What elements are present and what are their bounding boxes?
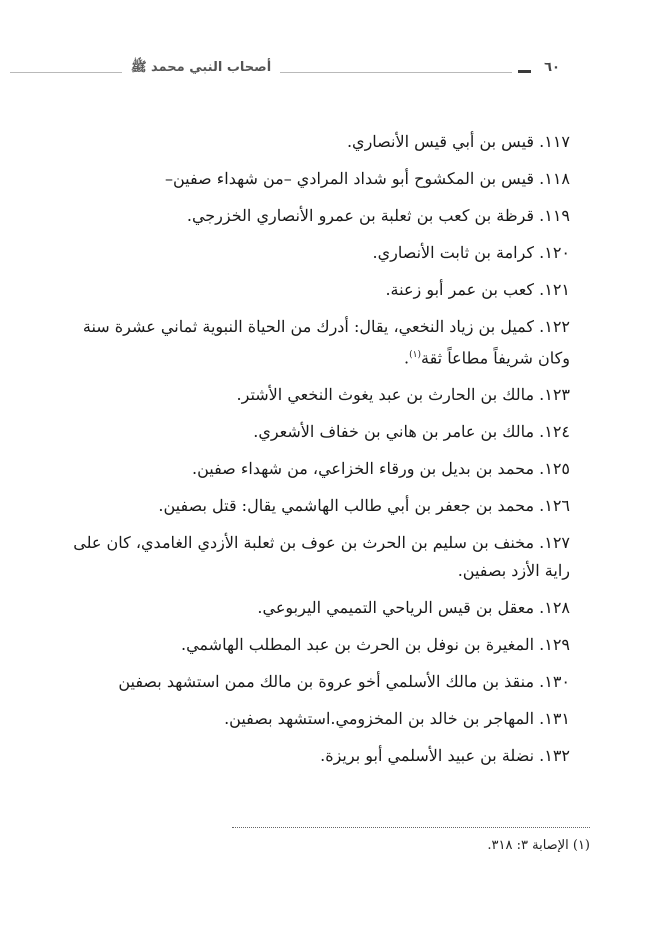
entry-number: ١١٧ bbox=[544, 132, 570, 151]
entry-text: محمد بن بديل بن ورقاء الخزاعي، من شهداء صفين. bbox=[191, 459, 535, 479]
entry-number: ١٢٧ bbox=[544, 533, 570, 553]
entry-text: قيس بن المكشوح أبو شداد المرادي –من شهداء صفين– bbox=[164, 169, 535, 188]
list-item: ١٣٠. منقذ بن مالك الأسلمي أخو عروة بن مالك ممن استشهد بصفين bbox=[118, 672, 570, 692]
entry-number: ١٣٢ bbox=[544, 746, 570, 766]
entry-text: المغيرة بن نوفل بن الحرث بن عبد المطلب الهاشمي. bbox=[180, 635, 535, 655]
list-item: ١١٧. قيس بن أبي قيس الأنصاري. bbox=[346, 132, 570, 151]
list-item: ١٢٨. معقل بن قيس الرياحي التميمي اليربوعي. bbox=[257, 598, 570, 618]
list-item: ١١٩. قرظة بن كعب بن ثعلبة بن عمرو الأنصاري الخزرجي. bbox=[186, 206, 570, 225]
entry-text: معقل بن قيس الرياحي التميمي اليربوعي. bbox=[257, 598, 535, 618]
entry-text: نضلة بن عبيد الأسلمي أبو بريزة. bbox=[320, 746, 535, 766]
running-title: أصحاب النبي محمد ﷺ bbox=[130, 60, 272, 75]
entry-text: قيس بن أبي قيس الأنصاري. bbox=[346, 132, 535, 151]
entry-number: ١٢٩ bbox=[544, 635, 570, 655]
footnote-separator bbox=[232, 827, 590, 828]
entries-list bbox=[60, 128, 570, 779]
list-item: ١٢٩. المغيرة بن نوفل بن الحرث بن عبد المطلب الهاشمي. bbox=[180, 635, 570, 655]
list-item: ١٢٧. مخنف بن سليم بن الحرث بن عوف بن ثعلبة الأزدي الغامدي، كان على راية الأزد بصفين. bbox=[73, 533, 570, 581]
entry-number: ١٢٨ bbox=[544, 598, 570, 618]
page-number: ٦٠ bbox=[544, 60, 560, 75]
entry-number: ١٣١ bbox=[544, 709, 570, 729]
header-dash bbox=[518, 70, 531, 73]
header-rule-left bbox=[10, 72, 122, 73]
entry-text: مخنف بن سليم بن الحرث بن عوف بن ثعلبة الأزدي الغامدي، كان على راية الأزد بصفين. bbox=[73, 533, 570, 581]
entry-text: المهاجر بن خالد بن المخزومي.استشهد بصفين. bbox=[224, 709, 535, 729]
footnote-text: الإصابة ٣: ٣١٨. bbox=[487, 838, 569, 853]
entry-text: كعب بن عمر أبو زعنة. bbox=[385, 280, 535, 299]
entry-number: ١٢٥ bbox=[544, 459, 570, 479]
entry-number: ١١٨ bbox=[544, 169, 570, 188]
entry-number: ١٢٦ bbox=[544, 496, 570, 516]
entry-text: قرظة بن كعب بن ثعلبة بن عمرو الأنصاري الخزرجي. bbox=[186, 206, 535, 225]
list-item: ١٢٢. كميل بن زياد النخعي، يقال: أدرك من الحياة النبوية ثماني عشرة سنة وكان شريفاً مطاعاً ثقة$^{(١)}$. bbox=[82, 317, 570, 368]
entry-text: كميل بن زياد النخعي، يقال: أدرك من الحياة النبوية ثماني عشرة سنة وكان شريفاً مطاعاً ثقة bbox=[82, 317, 570, 368]
list-item: ١٣١. المهاجر بن خالد بن المخزومي.استشهد بصفين. bbox=[224, 709, 570, 729]
list-item: ١١٨. قيس بن المكشوح أبو شداد المرادي –من شهداء صفين– bbox=[164, 169, 570, 188]
entry-text: منقذ بن مالك الأسلمي أخو عروة بن مالك ممن استشهد بصفين bbox=[118, 672, 535, 692]
entry-text: مالك بن الحارث بن عبد يغوث النخعي الأشتر. bbox=[236, 385, 535, 405]
list-item: ١٢٦. محمد بن جعفر بن أبي طالب الهاشمي يقال: قتل بصفين. bbox=[158, 496, 570, 516]
list-item: ١٣٢. نضلة بن عبيد الأسلمي أبو بريزة. bbox=[320, 746, 570, 766]
entry-number: ١٢٠ bbox=[544, 243, 570, 262]
entry-number: ١٢٢ bbox=[544, 317, 570, 336]
list-item: ١٢٠. كرامة بن ثابت الأنصاري. bbox=[372, 243, 570, 262]
list-item: ١٢٤. مالك بن عامر بن هاني بن خفاف الأشعري. bbox=[253, 422, 570, 442]
page-header bbox=[0, 58, 669, 88]
entry-text: محمد بن جعفر بن أبي طالب الهاشمي يقال: قتل بصفين. bbox=[158, 496, 535, 516]
entry-number: ١٣٠ bbox=[544, 672, 570, 692]
header-rule-middle bbox=[280, 72, 512, 73]
entry-number: ١٢٣ bbox=[544, 385, 570, 405]
entry-tail: . bbox=[404, 348, 410, 368]
footnote bbox=[60, 836, 590, 856]
entry-number: ١٢١ bbox=[544, 280, 570, 299]
list-item: ١٢٣. مالك بن الحارث بن عبد يغوث النخعي الأشتر. bbox=[236, 385, 570, 405]
entry-number: ١١٩ bbox=[544, 206, 570, 225]
entry-number: ١٢٤ bbox=[544, 422, 570, 442]
list-item: ١٢١. كعب بن عمر أبو زعنة. bbox=[385, 280, 570, 299]
footnote-marker: (١) bbox=[572, 838, 590, 853]
list-item: ١٢٥. محمد بن بديل بن ورقاء الخزاعي، من شهداء صفين. bbox=[191, 459, 570, 479]
entry-text: مالك بن عامر بن هاني بن خفاف الأشعري. bbox=[253, 422, 535, 442]
entry-text: كرامة بن ثابت الأنصاري. bbox=[372, 243, 535, 262]
footnote-reference: (١) bbox=[409, 350, 421, 360]
